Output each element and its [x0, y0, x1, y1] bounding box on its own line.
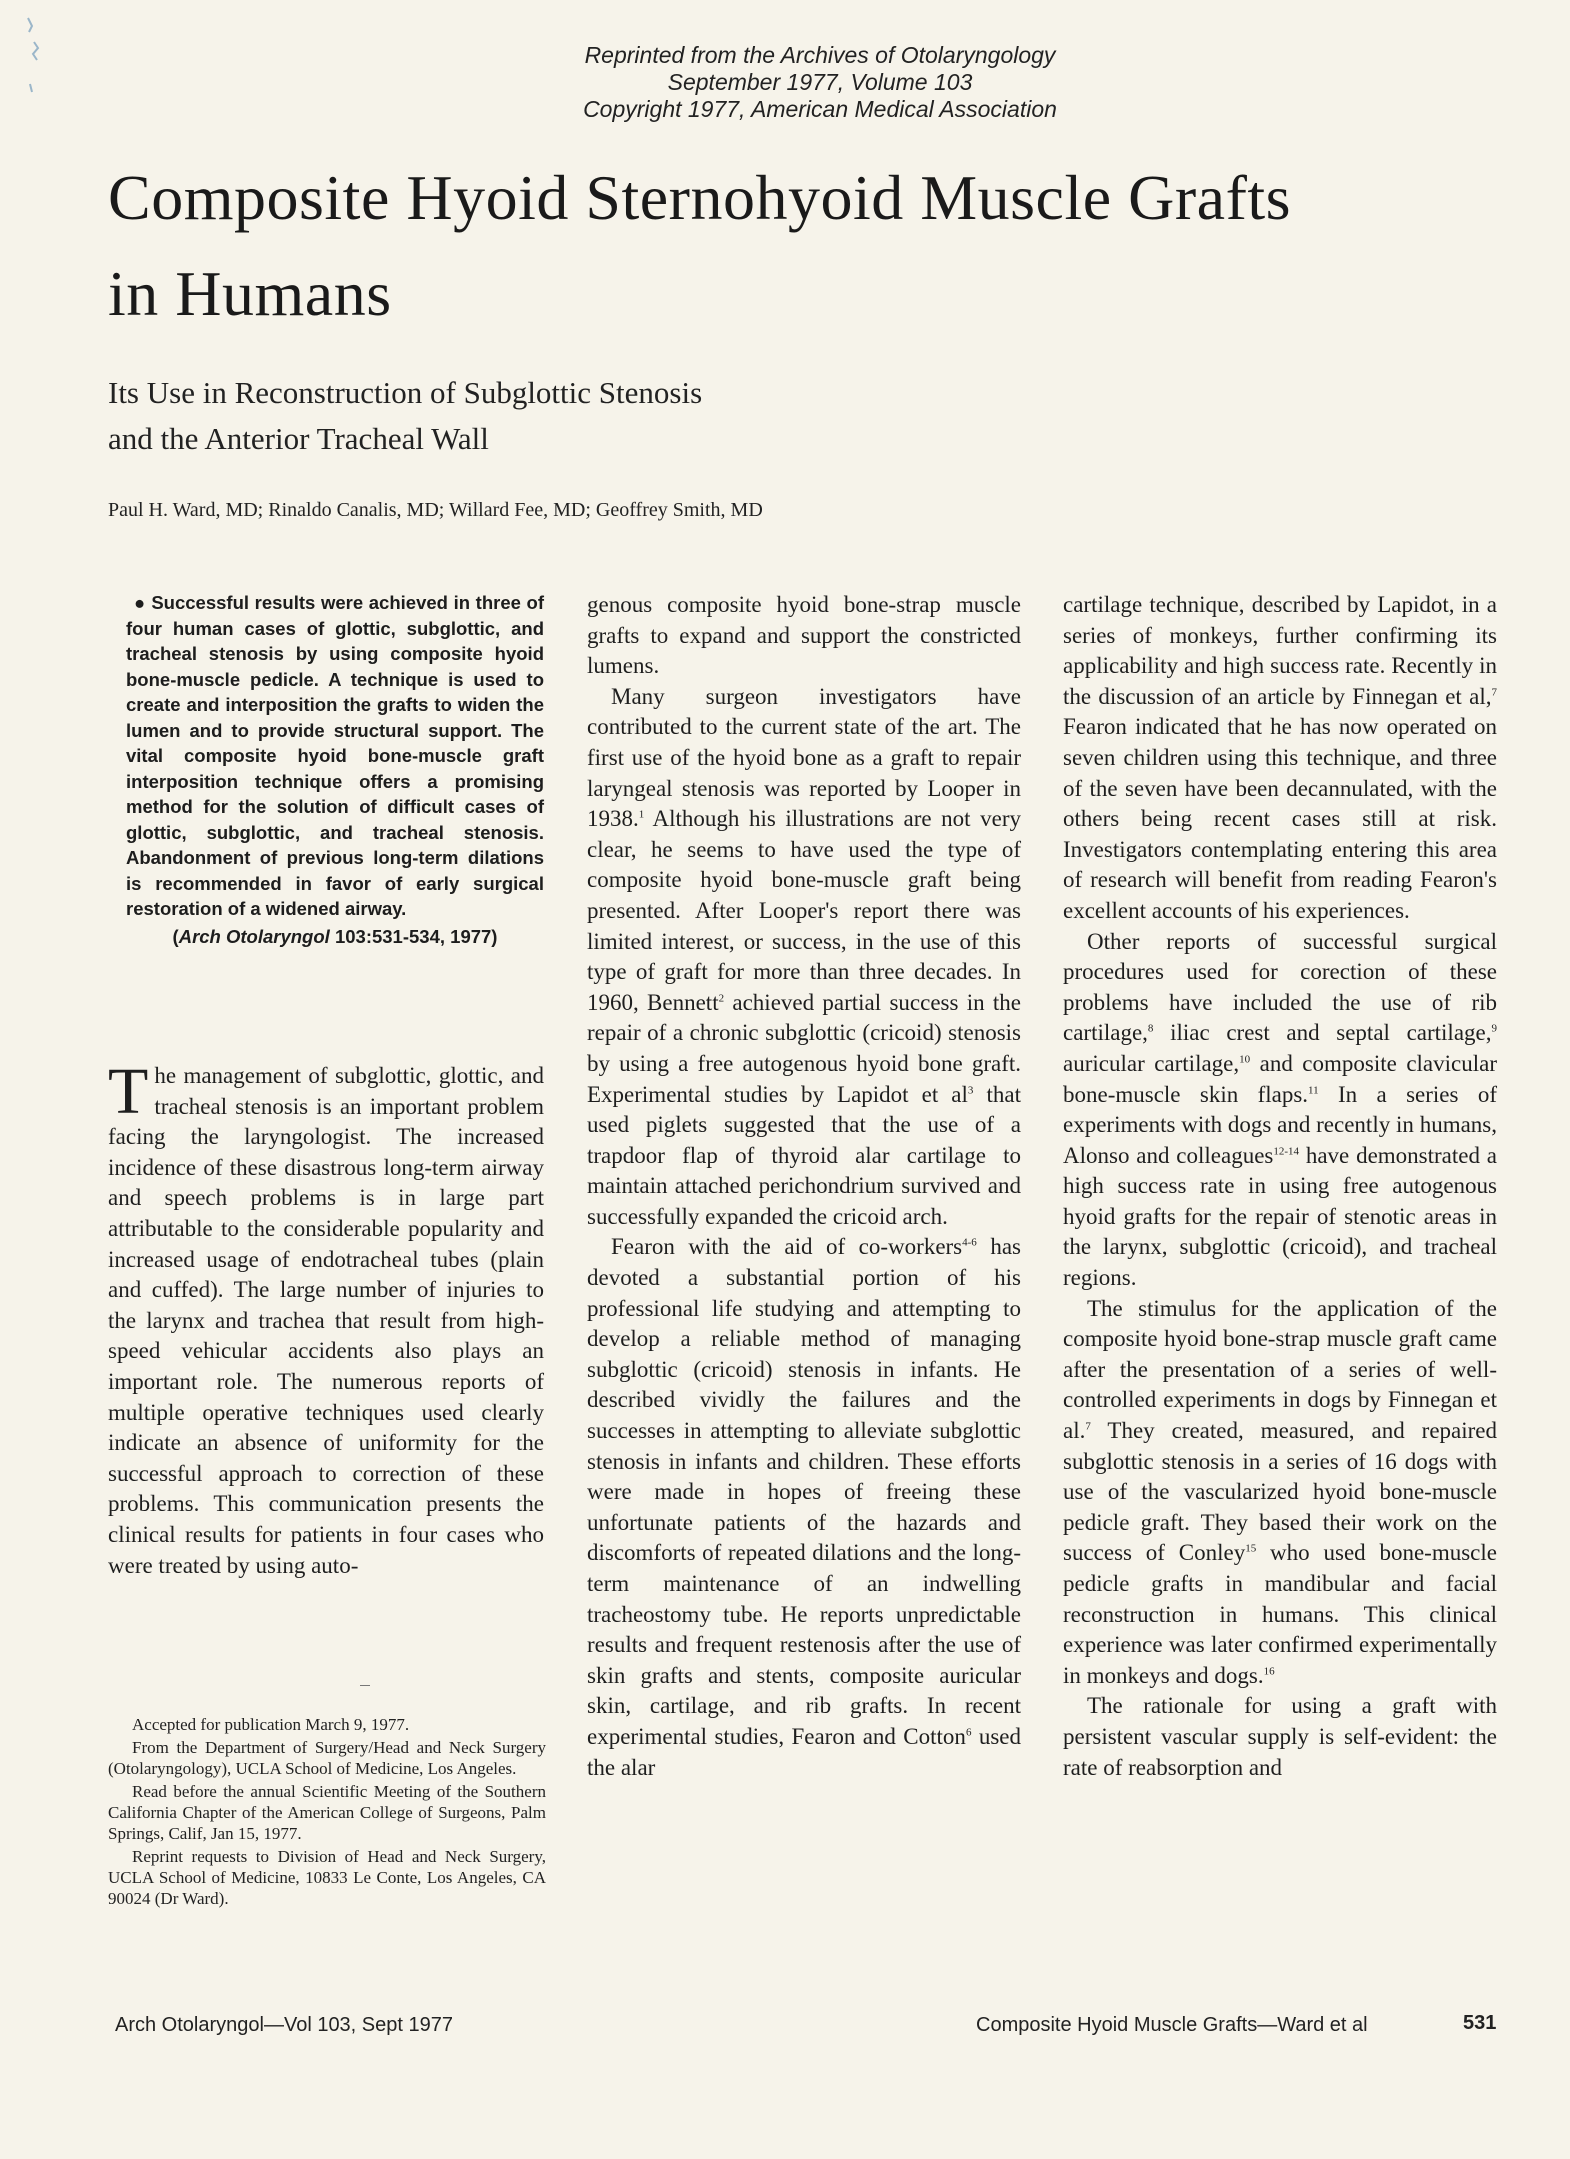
citation-ref: 103:531-534, 1977): [329, 925, 498, 947]
reprint-notice: [480, 42, 1160, 123]
author-list: Paul H. Ward, MD; Rinaldo Canalis, MD; Willard Fee, MD; Geoffrey Smith, MD: [108, 499, 763, 521]
body-column-1: [108, 1055, 544, 1581]
body-paragraph: cartilage technique, described by Lapidot, in a series of monkeys, further confirming its applicability and high success rate. Recently in the discussion of an article by Finnegan et al,$^7$ Fearon indicated that he has now operated on seven children using this technique, and three of the seven have been decannulated, with the others being recent cases still at risk. Investigators contemplating entering this area of research will benefit from reading Fearon's excellent accounts of his experiences.: [1063, 592, 1497, 923]
abstract-text: ● Successful results were achieved in three of four human cases of glottic, subglottic, and tracheal stenosis by using composite hyoid bone-muscle pedicle. A technique is used to create and interposition the grafts to widen the lumen and to provide structural support. The vital composite hyoid bone-muscle graft interposition technique offers a promising method for the solution of difficult cases of glottic, subglottic, and tracheal stenosis. Abandonment of previous long-term dilations is recommended in favor of early surgical restoration of a widened airway.: [126, 592, 544, 919]
body-paragraph: The management of subglottic, glottic, and tracheal stenosis is an important problem facing the laryngologist. The increased incidence of these disastrous long-term airway and speech problems is in large part attributable to the considerable popularity and increased usage of endotracheal tubes (plain and cuffed). The large number of injuries to the larynx and trachea that result from high-speed vehicular accidents also plays an important role. The numerous reports of multiple operative techniques used clearly indicate an absence of uniformity for the successful approach to correction of these problems. This communication presents the clinical results for patients in four cases who were treated by using auto-: [108, 1055, 544, 1578]
footnote-affiliation: From the Department of Surgery/Head and Neck Surgery (Otolaryngology), UCLA School of Medicine, Los Angeles.: [108, 1738, 546, 1778]
reprint-issue: September 1977, Volume 103: [667, 69, 973, 95]
drop-cap: T: [108, 1055, 149, 1128]
margin-stain-mark: [22, 14, 46, 124]
reprint-journal: Reprinted from the Archives of Otolaryngology: [584, 42, 1056, 68]
bullet-icon: ●: [134, 592, 146, 613]
article-title: [108, 150, 1508, 342]
subtitle-line2: and the Anterior Tracheal Wall: [108, 421, 489, 456]
footer-journal: Arch Otolaryngol—Vol 103, Sept 1977: [115, 2014, 453, 2036]
subtitle-line1: Its Use in Reconstruction of Subglottic Stenosis: [108, 375, 703, 410]
article-title-line1: Composite Hyoid Sternohyoid Muscle Grafts: [108, 162, 1292, 233]
footnote-reprint-requests: Reprint requests to Division of Head and Neck Surgery, UCLA School of Medicine, 10833 Le Conte, Los Angeles, CA 90024 (Dr Ward).: [108, 1847, 546, 1908]
body-paragraph: The stimulus for the application of the composite hyoid bone-strap muscle graft came after the presentation of a series of well-controlled experiments in dogs by Finnegan et al.$^7$ They created, measured, and repaired subglottic stenosis in a series of 16 dogs with use of the vascularized hyoid bone-muscle pedicle graft. They based their work on the success of Conley$^{15}$ who used bone-muscle pedicle grafts in mandibular and facial reconstruction in humans. This clinical experience was later confirmed experimentally in monkeys and dogs.$^{16}$: [1063, 1295, 1497, 1688]
body-paragraph: Fearon with the aid of co-workers$^{4-6}$ has devoted a substantial portion of his professional life studying and attempting to develop a reliable method of managing subglottic (cricoid) stenosis in infants. He described vividly the failures and the successes in attempting to alleviate subglottic stenosis in infants and children. These efforts were made in hopes of freeing these unfortunate patients of the hazards and discomforts of repeated dilations and the long-term maintenance of an indwelling tracheostomy tube. He reports unpredictable results and frequent restenosis after the use of skin grafts and stents, composite auricular skin, cartilage, and rib grafts. In recent experimental studies, Fearon and Cotton$^6$ used the alar: [587, 1234, 1021, 1780]
body-paragraph: The rationale for using a graft with persistent vascular supply is self-evident: the rate of reabsorption and: [1063, 1693, 1497, 1780]
body-column-2: [587, 590, 1021, 1783]
abstract: [126, 590, 544, 949]
article-title-line2: in Humans: [108, 258, 392, 329]
citation-journal: Arch Otolaryngol: [178, 925, 330, 947]
body-paragraph: Other reports of successful surgical procedures used for corection of these problems have included the use of rib cartilage,$^8$ iliac crest and septal cartilage,$^9$ auricular cartilage,$^{10}$ and composite clavicular bone-muscle skin flaps.$^{11}$ In a series of experiments with dogs and recently in humans, Alonso and colleagues$^{12-14}$ have demonstrated a high success rate in using free autogenous hyoid grafts for the repair of stenotic areas in the larynx, subglottic (cricoid), and tracheal regions.: [1063, 928, 1497, 1291]
footnote-accepted: Accepted for publication March 9, 1977.: [132, 1715, 410, 1734]
footer-running-title: Composite Hyoid Muscle Grafts—Ward et al: [976, 2014, 1368, 2036]
abstract-citation: (Arch Otolaryngol 103:531-534, 1977): [172, 925, 498, 947]
reprint-copyright: Copyright 1977, American Medical Association: [583, 96, 1057, 122]
footnote-presented: Read before the annual Scientific Meeting of the Southern California Chapter of the American College of Surgeons, Palm Springs, Calif, Jan 15, 1977.: [108, 1782, 546, 1843]
page-number: 531: [1463, 2012, 1497, 2034]
article-subtitle: [108, 370, 1108, 462]
body-paragraph: Many surgeon investigators have contributed to the current state of the art. The first use of the hyoid bone as a graft to repair laryngeal stenosis was reported by Looper in 1938.$^1$ Although his illustrations are not very clear, he seems to have used the type of composite hyoid bone-muscle graft being presented. After Looper's report there was limited interest, or success, in the use of this type of graft for more than three decades. In 1960, Bennett$^2$ achieved partial success in the repair of a chronic subglottic (cricoid) stenosis by using a free autogenous hyoid bone graft. Experimental studies by Lapidot et $al^3$ that used piglets suggested that the use of a trapdoor flap of thyroid alar cartilage to maintain attached perichondrium survived and successfully expanded the cricoid arch.: [587, 683, 1022, 1229]
footnote-divider: [360, 1685, 370, 1686]
body-column-3: [1063, 590, 1497, 1783]
footnotes: [108, 1714, 546, 1911]
body-paragraph: genous composite hyoid bone-strap muscle grafts to expand and support the constricted lumens.: [587, 592, 1021, 679]
